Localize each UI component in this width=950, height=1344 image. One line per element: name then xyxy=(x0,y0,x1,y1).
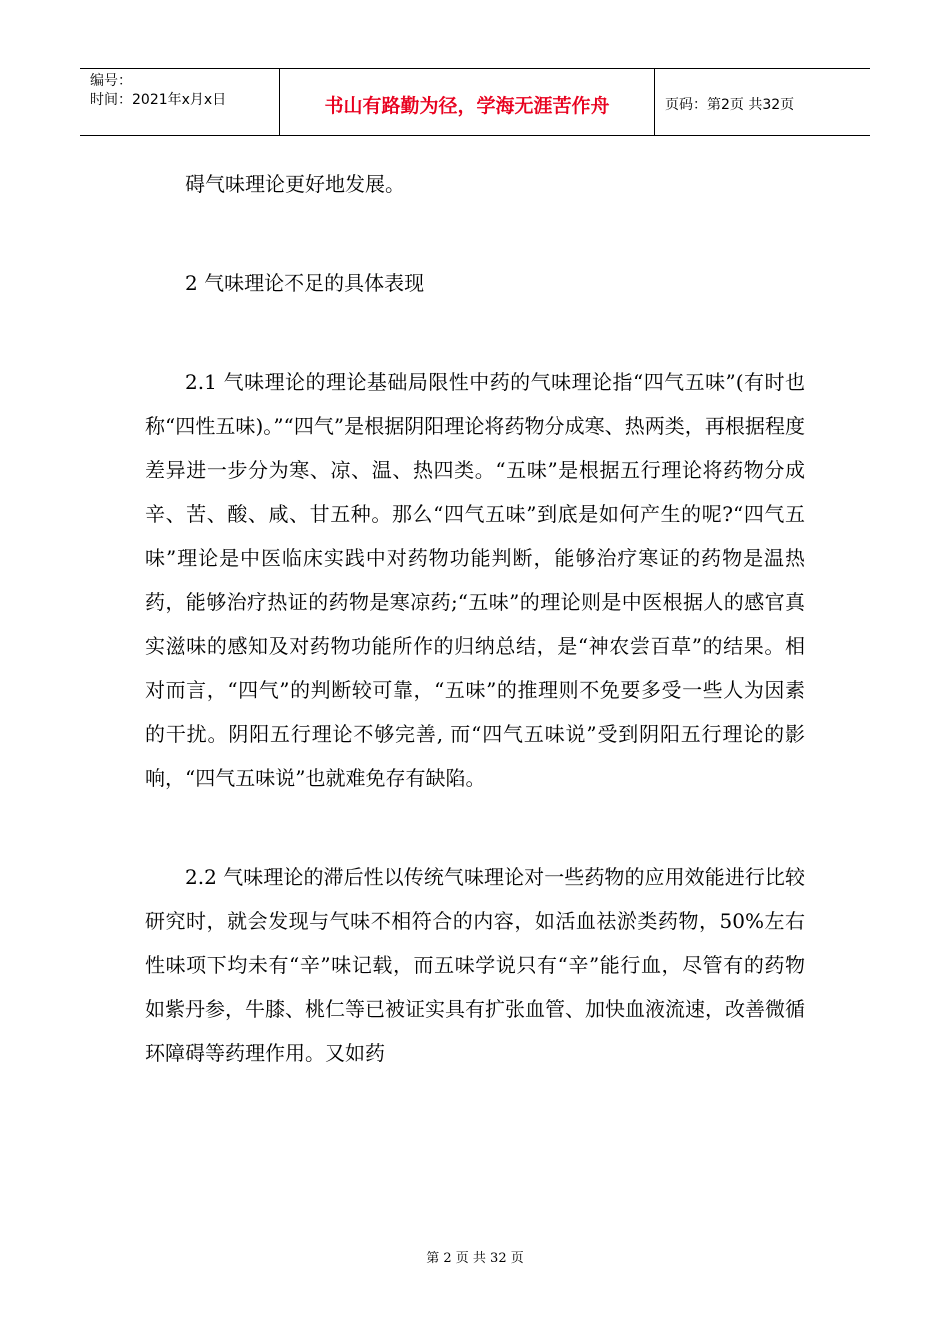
paragraph-2-1: 2.1 气味理论的理论基础局限性中药的气味理论指“四气五味”(有时也称“四性五味)。”“四气”是根据阴阳理论将药物分成寒、热两类，再根据程度差异进一步分为寒、凉、温、热四类。“五味”是根据五行理论将药物分成辛、苦、酸、咸、甘五种。那么“四气五味”到底是如何产生的呢?“四气五味”理论是中医临床实践中对药物功能判断，能够治疗寒证的药物是温热药，能够治疗热证的药物是寒凉药;“五味”的理论则是中医根据人的感官真实滋味的感知及对药物功能所作的归纳总结，是“神农尝百草”的结果。相对而言，“四气”的判断较可靠，“五味”的推理则不免要多受一些人为因素的干扰。阴阳五行理论不够完善, 而“四气五味说”受到阴阳五行理论的影响，“四气五味说”也就难免存有缺陷。 xyxy=(145,370,805,790)
header-meta-cell xyxy=(80,69,280,135)
header-page-info: 页码：第2页 共32页 xyxy=(665,97,795,113)
document-number-label: 编号： xyxy=(90,73,132,89)
section-heading-2: 2 气味理论不足的具体表现 xyxy=(185,271,425,295)
document-date: 时间：2021年x月x日 xyxy=(90,92,227,108)
header-page-cell xyxy=(655,69,870,135)
page-header xyxy=(80,68,870,136)
header-motto: 书山有路勤为径，学海无涯苦作舟 xyxy=(324,94,610,117)
page-footer xyxy=(0,1247,950,1266)
footer-page-number: 第 2 页 共 32 页 xyxy=(426,1251,524,1266)
paragraph-continued: 碍气味理论更好地发展。 xyxy=(185,172,405,196)
document-body xyxy=(145,162,805,1075)
header-motto-cell xyxy=(280,69,655,135)
paragraph-2-2: 2.2 气味理论的滞后性以传统气味理论对一些药物的应用效能进行比较研究时，就会发现与气味不相符合的内容，如活血祛淤类药物，50%左右性味项下均未有“辛”味记载，而五味学说只有“辛”能行血，尽管有的药物如紫丹参，牛膝、桃仁等已被证实具有扩张血管、加快血液流速，改善微循环障碍等药理作用。又如药 xyxy=(145,865,805,1065)
